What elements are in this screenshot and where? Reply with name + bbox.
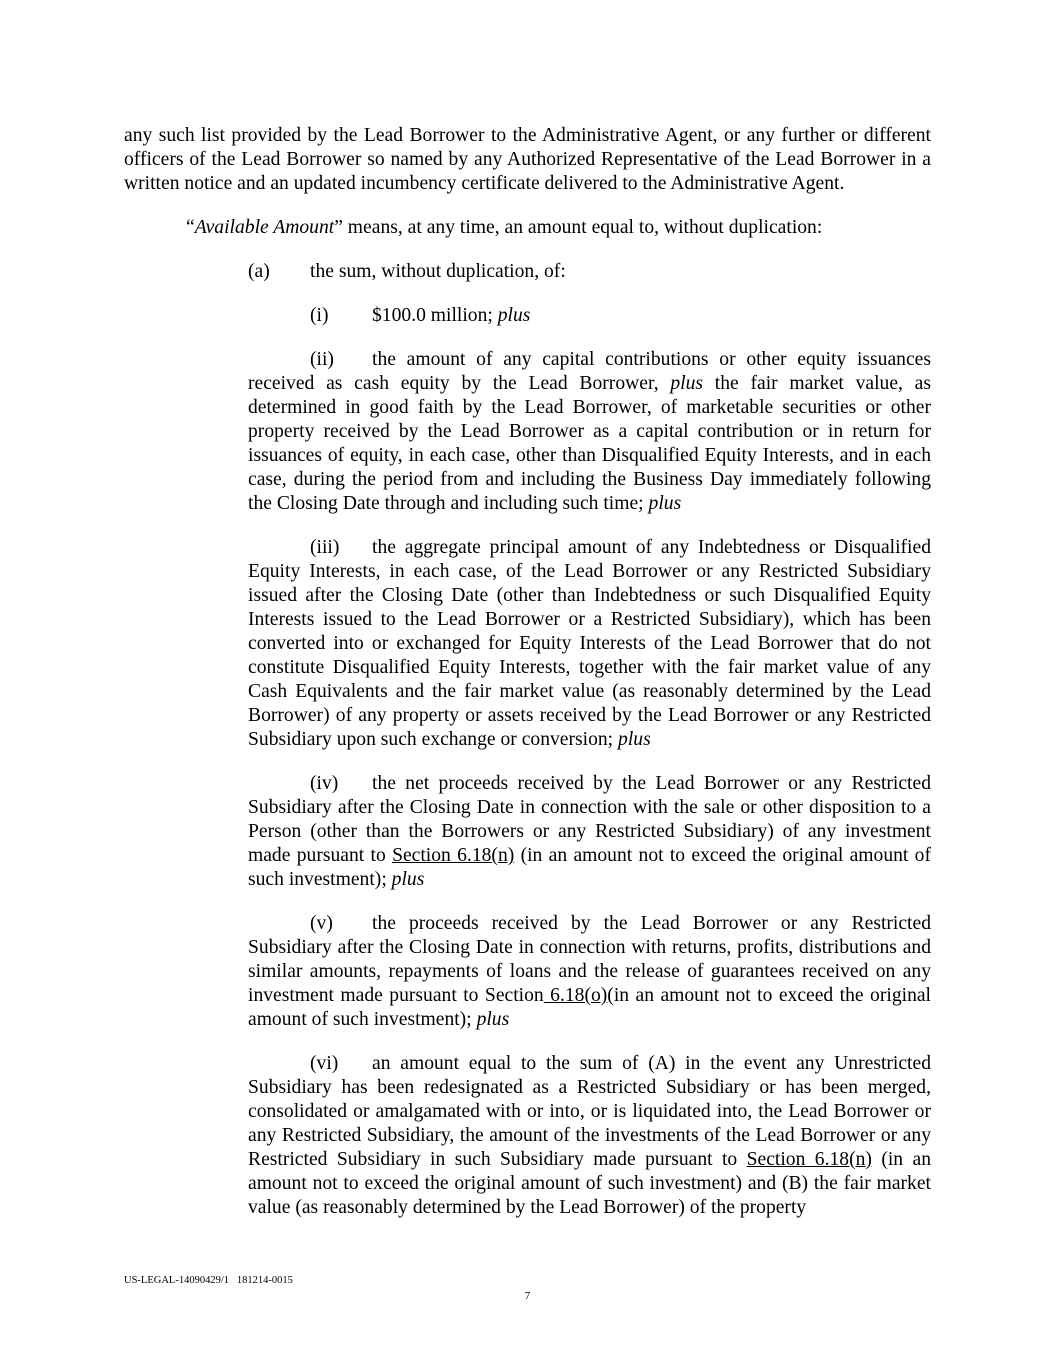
section-6-18-n-reference: Section 6.18(n) <box>746 1149 872 1170</box>
footer-document-id: US-LEGAL-14090429/1 181214-0015 <box>124 1275 293 1286</box>
clause-a <box>248 260 931 284</box>
clause-vi <box>248 1052 931 1220</box>
clause-i <box>248 304 931 328</box>
clause-iv-label: (iv) <box>310 773 339 794</box>
defined-term: Available Amount <box>194 217 335 238</box>
clause-vi-text-2: (in an amount not to exceed the original amount of such investment) and (B) the fair market value (as reasonably determined by the Lead Borrower) of the property <box>248 1149 931 1218</box>
clause-ii-text-2: the fair market value, as determined in good faith by the Lead Borrower, of marketable securities or other property received by the Lead Borrower as a capital contribution or in return for issuances of equity, in each case, other than Disqualified Equity Interests, and in each case, during the period from and including the Business Day immediately following the Closing Date through and including such time; <box>248 373 931 514</box>
clause-iv <box>248 772 931 892</box>
clause-v-text-1: the proceeds received by the Lead Borrower or any Restricted Subsidiary after the Closing Date in connection with returns, profits, distributions and similar amounts, repayments of loans and the release of guarantees received on any investment made pursuant to Section <box>248 913 931 1006</box>
clause-ii-label: (ii) <box>310 349 334 370</box>
clause-v-text-2: (in an amount not to exceed the original amount of such investment); <box>248 985 932 1030</box>
clause-v-label: (v) <box>310 913 333 934</box>
definition-text: means, at any time, an amount equal to, without duplication: <box>342 217 823 238</box>
clause-a-text: the sum, without duplication, of: <box>310 261 566 282</box>
clause-i-label: (i) <box>310 305 329 326</box>
clause-ii-text-1: the amount of any capital contributions or other equity issuances received as cash equity by the Lead Borrower, <box>248 349 931 394</box>
document-body <box>124 124 931 1240</box>
open-quote: “ <box>186 217 195 238</box>
clause-v-plus: plus <box>476 1009 510 1030</box>
close-quote: ” <box>334 217 343 238</box>
clause-iv-plus: plus <box>391 869 425 890</box>
clause-v <box>248 912 931 1032</box>
clause-ii-plus: plus <box>648 493 682 514</box>
clause-ii <box>248 348 931 516</box>
section-6-18-n-reference: Section 6.18(n) <box>392 845 515 866</box>
section-6-18-o-reference: 6.18(o) <box>543 985 608 1006</box>
clause-vi-text-1: an amount equal to the sum of (A) in the event any Unrestricted Subsidiary has been redesignated as a Restricted Subsidiary or has been merged, consolidated or amalgamated with or into, or is liquidated into, the Lead Borrower or any Restricted Subsidiary, the amount of the investments of the Lead Borrower or any Restricted Subsidiary in such Subsidiary made pursuant to <box>248 1053 931 1170</box>
clause-iii-plus: plus <box>618 729 651 750</box>
clause-vi-label: (vi) <box>310 1053 339 1074</box>
clause-ii-plus-mid: plus <box>670 373 704 394</box>
clause-i-text: $100.0 million; <box>372 305 498 326</box>
available-amount-definition <box>124 216 931 240</box>
clause-iii-text: the aggregate principal amount of any Indebtedness or Disqualified Equity Interests, in each case, of the Lead Borrower or any Restricted Subsidiary issued after the Closing Date (other than Indebtedness or such Disqualified Equity Interests issued to the Lead Borrower or a Restricted Subsidiary), which has been converted into or exchanged for Equity Interests of the Lead Borrower that do not constitute Disqualified Equity Interests, together with the fair market value of any Cash Equivalents and the fair market value (as reasonably determined by the Lead Borrower) of any property or assets received by the Lead Borrower or any Restricted Subsidiary upon such exchange or conversion; <box>248 537 931 750</box>
clause-iii <box>248 536 931 752</box>
clause-iv-text-2: (in an amount not to exceed the original amount of such investment); <box>248 845 931 890</box>
clause-a-label: (a) <box>248 261 270 282</box>
intro-paragraph <box>124 124 931 196</box>
clause-i-plus: plus <box>497 305 531 326</box>
clause-iv-text-1: the net proceeds received by the Lead Borrower or any Restricted Subsidiary after the Closing Date in connection with the sale or other disposition to a Person (other than the Borrowers or any Restricted Subsidiary) of any investment made pursuant to <box>248 773 931 866</box>
clause-iii-label: (iii) <box>310 537 340 558</box>
intro-text: any such list provided by the Lead Borrower to the Administrative Agent, or any further or different officers of the Lead Borrower so named by any Authorized Representative of the Lead Borrower in a written notice and an updated incumbency certificate delivered to the Administrative Agent. <box>124 125 931 194</box>
page-number: 7 <box>524 1290 531 1302</box>
